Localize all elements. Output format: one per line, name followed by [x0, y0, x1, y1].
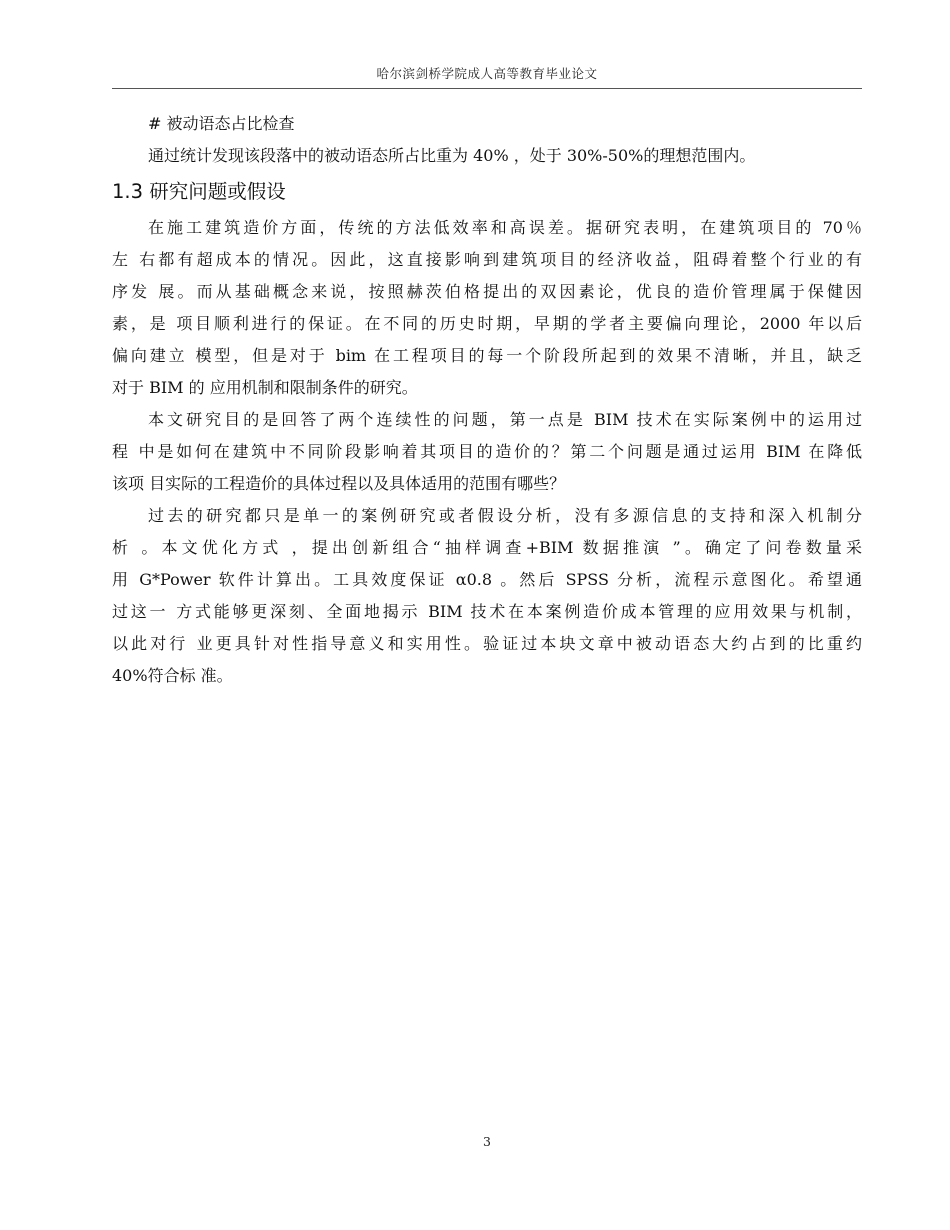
paragraph-line: 40%符合标 准。: [112, 666, 233, 685]
paragraph-research-purpose: [112, 404, 862, 500]
passive-voice-note: # 被动语态占比检查: [148, 114, 295, 133]
paragraph-line: 过这一 方式能够更深刻、全面地揭示 BIM 技术在本案例造价成本管理的应用效果与机制，: [112, 602, 862, 621]
paragraph-line: 该项 目实际的工程造价的具体过程以及具体适用的范围有哪些？: [112, 474, 566, 493]
paragraph-line: 程 中是如何在建筑中不同阶段影响着其项目的造价的？第二个问题是通过运用 BIM 在降低: [112, 442, 862, 461]
paragraph-line: 析 。本文优化方式 ，提出创新组合“抽样调查+BIM 数据推演 ”。确定了问卷数量采: [112, 538, 862, 557]
page-header-title: 哈尔滨剑桥学院成人高等教育毕业论文: [376, 66, 598, 81]
paragraph-line: 素，是 项目顺利进行的保证。在不同的历史时期，早期的学者主要偏向理论，2000 年以后: [112, 314, 862, 333]
paragraph-line: 在施工建筑造价方面，传统的方法低效率和高误差。据研究表明，在建筑项目的 70％: [148, 218, 862, 237]
paragraph-line: 用 G*Power 软件计算出。工具效度保证 α0.8 。然后 SPSS 分析，流程示意图化。希望通: [112, 570, 862, 589]
document-body: [112, 108, 862, 692]
paragraph-background: [112, 212, 862, 404]
paragraph-methodology: [112, 500, 862, 692]
paragraph-line: 偏向建立 模型，但是对于 bim 在工程项目的每一个阶段所起到的效果不清晰，并且，缺乏: [112, 346, 862, 365]
paragraph-line: 以此对行 业更具针对性指导意义和实用性。验证过本块文章中被动语态大约占到的比重约: [112, 634, 862, 653]
paragraph-line: 序发 展。而从基础概念来说，按照赫茨伯格提出的双因素论，优良的造价管理属于保健因: [112, 282, 862, 301]
header-divider: [112, 88, 862, 89]
passive-voice-result: 通过统计发现该段落中的被动语态所占比重为 40% ，处于 30%-50%的理想范围内。: [148, 146, 756, 165]
paragraph-line: 过去的研究都只是单一的案例研究或者假设分析，没有多源信息的支持和深入机制分: [148, 506, 862, 525]
paragraph-line: 本文研究目的是回答了两个连续性的问题，第一点是 BIM 技术在实际案例中的运用过: [148, 410, 862, 429]
paragraph-line: 对于 BIM 的 应用机制和限制条件的研究。: [112, 378, 418, 397]
page-number: 3: [483, 1134, 491, 1149]
section-heading: 1.3 研究问题或假设: [112, 180, 286, 203]
paragraph-line: 左 右都有超成本的情况。因此，这直接影响到建筑项目的经济收益，阻碍着整个行业的有: [112, 250, 862, 269]
